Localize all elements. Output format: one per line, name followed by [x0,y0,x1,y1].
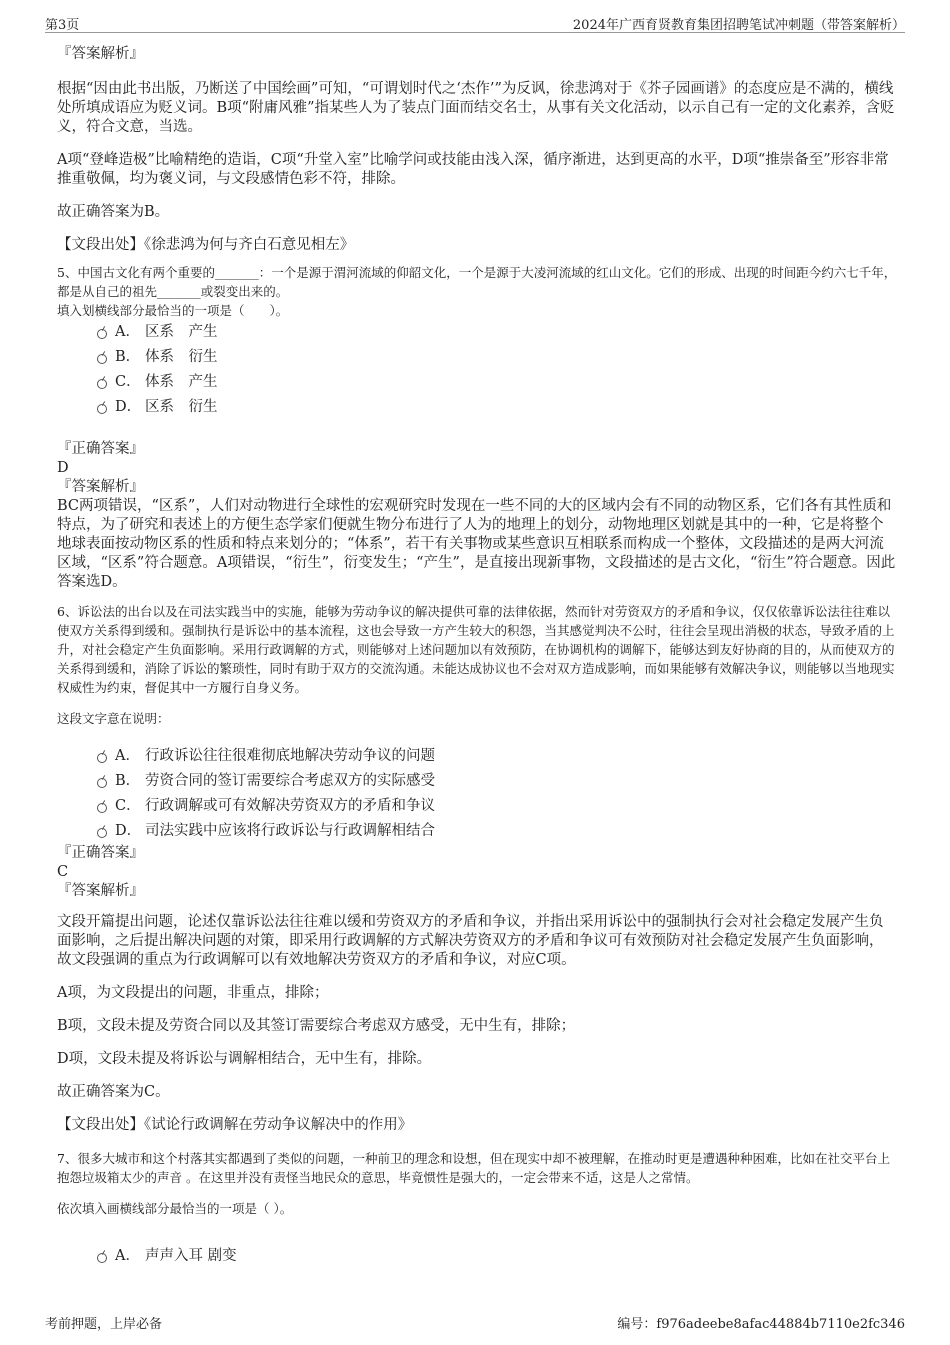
page-number: 第3页 [45,18,80,33]
radio-icon[interactable] [97,354,107,364]
question-5-text: 5、中国古文化有两个重要的_______：一个是源于渭河流域的仰韶文化，一个是源于大凌河流域的红山文化。它们的形成、出现的时间距今约六七千年，都是从自己的祖先_______或裂变出来的。 [57,265,897,299]
option-a[interactable]: A． 行政诉讼往往很难彻底地解决劳动争议的问题 [57,744,897,769]
analysis-paragraph: 故正确答案为C。 [57,1084,170,1100]
question-6-text: 6、诉讼法的出台以及在司法实践当中的实施，能够为劳动争议的解决提供可靠的法律依据，然而针对劳资双方的矛盾和争议，仅仅依靠诉讼法往往难以使双方关系得到缓和。强制执行是诉讼中的基本流程，这也会导致一方产生较大的积怨，当其感觉判决不公时，往往会呈现出消极的状态，导致矛盾的上升，对社会稳定产生负面影响。采用行政调解的方式，则能够对上述问题加以有效预防，在协调机构的调解下，能够达到友好协商的目的，从而使双方的关系得到缓和，消除了诉讼的繁琐性，同时有助于双方的交流沟通。未能达成协议也不会对双方造成影响，而如果能够有效解决争议，则能够以当地现实权威性为约束，督促其中一方履行自身义务。 [57,604,895,695]
correct-answer-label: 『正确答案』 [57,441,144,457]
option-d[interactable]: D． 司法实践中应该将行政诉讼与行政调解相结合 [57,819,897,844]
radio-icon[interactable] [97,803,107,813]
analysis-paragraph: BC两项错误，“区系”，人们对动物进行全球性的宏观研究时发现在一些不同的大的区域内会有不同的动物区系，它们各有其性质和特点，为了研究和表述上的方便生态学家们便就生物分布进行了人为的地理上的划分，动物地理区划就是其中的一种，它是将整个地球表面按动物区系的性质和特点来划分的；“体系”，若干有关事物或某些意识互相联系而构成一个整体，文段描述的是两大河流区域，“区系”符合题意。A项错误，“衍生”，衍变发生；“产生”，是直接出现新事物，文段描述的是古文化，“衍生”符合题意。因此答案选D。 [57,498,896,590]
analysis-label: 『答案解析』 [57,46,144,62]
correct-answer: D [57,460,69,476]
footer-slogan: 考前押题，上岸必备 [45,1317,163,1332]
question-6-prompt: 这段文字意在说明： [57,711,170,726]
radio-icon[interactable] [97,404,107,414]
correct-answer-label: 『正确答案』 [57,845,144,861]
analysis-paragraph: D项，文段未提及将诉讼与调解相结合，无中生有，排除。 [57,1051,432,1067]
page-header [45,14,905,33]
analysis-label: 『答案解析』 [57,883,144,899]
analysis-paragraph: A项“登峰造极”比喻精绝的造诣，C项“升堂入室”比喻学问或技能由浅入深，循序渐进，达到更高的水平，D项“推崇备至”形容非常推重敬佩，均为褒义词，与文段感情色彩不符，排除。 [57,152,889,187]
radio-icon[interactable] [97,1253,107,1263]
question-7-prompt: 依次填入画横线部分最恰当的一项是（ ）。 [57,1201,293,1216]
option-d[interactable]: D． 区系 衍生 [57,395,897,420]
document-id: 编号：f976adeebe8afac44884b7110e2fc346 [617,1317,905,1332]
analysis-paragraph: 根据“因由此书出版，乃断送了中国绘画”可知，“可谓划时代之‘杰作’”为反讽，徐悲鸿对于《芥子园画谱》的态度应是不满的，横线处所填成语应为贬义词。B项“附庸风雅”指某些人为了装点门面而结交名士，从事有关文化活动，以示自己有一定的文化素养，含贬义，符合文意，当选。 [57,81,895,135]
source-citation: 【文段出处】《徐悲鸿为何与齐白石意见相左》 [57,237,355,253]
analysis-paragraph: A项，为文段提出的问题，非重点，排除； [57,985,329,1001]
radio-icon[interactable] [97,828,107,838]
option-a[interactable]: A． 区系 产生 [57,320,897,345]
radio-icon[interactable] [97,379,107,389]
option-b[interactable]: B． 劳资合同的签订需要综合考虑双方的实际感受 [57,769,897,794]
analysis-paragraph: 故正确答案为B。 [57,204,170,220]
analysis-paragraph: B项，文段未提及劳资合同以及其签订需要综合考虑双方感受，无中生有，排除； [57,1018,576,1034]
radio-icon[interactable] [97,753,107,763]
document-title: 2024年广西育贤教育集团招聘笔试冲刺题（带答案解析） [572,18,905,33]
analysis-label: 『答案解析』 [57,479,144,495]
question-5-prompt: 填入划横线部分最恰当的一项是（ ）。 [57,303,289,318]
option-b[interactable]: B． 体系 衍生 [57,345,897,370]
correct-answer: C [57,864,69,880]
radio-icon[interactable] [97,778,107,788]
source-citation: 【文段出处】《试论行政调解在劳动争议解决中的作用》 [57,1117,413,1133]
option-c[interactable]: C． 体系 产生 [57,370,897,395]
question-7-text: 7、很多大城市和这个村落其实都遇到了类似的问题，一种前卫的理念和设想，但在现实中却不被理解，在推动时更是遭遇种种困难，比如在社交平台上抱怨垃圾箱太少的声音 。在这里并没有责怪当地民众的意思，毕竟惯性是强大的，一定会带来不适，这是人之常情。 [57,1151,890,1185]
option-c[interactable]: C． 行政调解或可有效解决劳资双方的矛盾和争议 [57,794,897,819]
radio-icon[interactable] [97,329,107,339]
analysis-paragraph: 文段开篇提出问题，论述仅靠诉讼法往往难以缓和劳资双方的矛盾和争议，并指出采用诉讼中的强制执行会对社会稳定发展产生负面影响，之后提出解决问题的对策，即采用行政调解的方式解决劳资双方的矛盾和争议可有效预防对社会稳定发展产生负面影响，故文段强调的重点为行政调解可以有效地解决劳资双方的矛盾和争议，对应C项。 [57,914,884,968]
document-body [57,45,897,1269]
option-a[interactable]: A． 声声入耳 剧变 [57,1244,897,1269]
